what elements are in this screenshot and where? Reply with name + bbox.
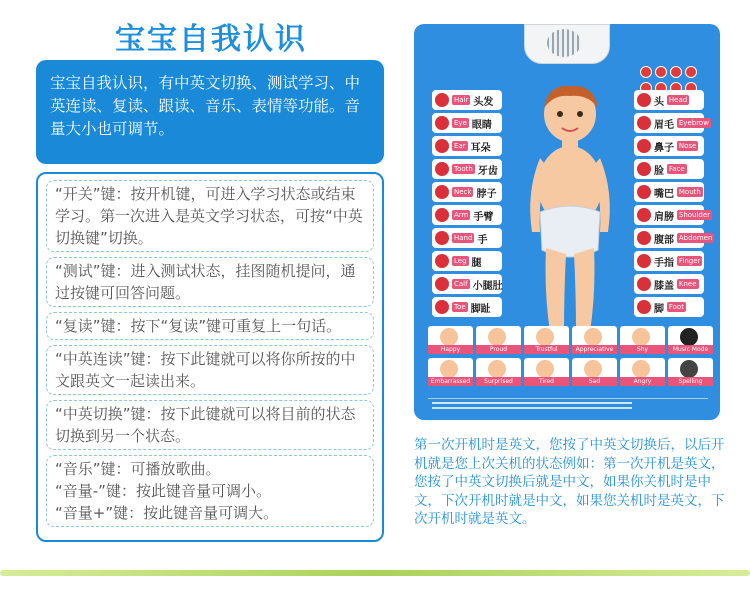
part-button-abdomen[interactable]: 腹部 Abdomen — [634, 228, 704, 248]
emotion-row-2 — [428, 358, 713, 386]
part-button-shoulder[interactable]: 肩膀 Shoulder — [634, 205, 704, 225]
volume-down-key-text: “音量-”键：按此键音量可调小。 — [55, 482, 271, 500]
speaker-icon — [435, 277, 449, 291]
part-button-hair[interactable]: Hair 头发 — [432, 90, 502, 110]
part-button-nose[interactable]: 鼻子 Nose — [634, 136, 704, 156]
face-icon — [536, 328, 554, 346]
speaker-icon — [637, 300, 651, 314]
emotion-button-tired[interactable]: Tired — [524, 358, 569, 386]
speaker-icon — [435, 139, 449, 153]
part-button-knee[interactable]: 膝盖 Knee — [634, 274, 704, 294]
part-button-finger[interactable]: 手指 Finger — [634, 251, 704, 271]
part-button-arm[interactable]: Arm 手臂 — [432, 205, 502, 225]
page-title: 宝宝自我认识 — [115, 22, 307, 57]
part-button-calf[interactable]: Calf 小腿肚 — [432, 274, 502, 294]
part-button-tooth[interactable]: Tooth 牙齿 — [432, 159, 502, 179]
speaker-icon — [637, 185, 651, 199]
repeat-button[interactable] — [670, 66, 682, 78]
music-key-text: “音乐”键：可播放歌曲。 — [55, 460, 221, 478]
power-button[interactable] — [640, 66, 652, 78]
right-body-part-buttons — [634, 90, 713, 317]
key-block-bilingual: “中英连读”键：按下此键就可以将你所按的中文跟英文一起读出来。 — [46, 345, 374, 395]
face-icon — [440, 360, 458, 378]
key-block-music-volume — [46, 455, 374, 527]
emotion-button-appreciative[interactable]: Appreciative — [572, 326, 617, 354]
music-button[interactable] — [685, 66, 697, 78]
speaker-icon — [637, 277, 651, 291]
speaker-icon — [435, 231, 449, 245]
speaker-icon — [435, 300, 449, 314]
part-button-hand[interactable]: Hand 手 — [432, 228, 502, 248]
wall-chart-device — [414, 24, 720, 420]
baby-illustration — [518, 82, 622, 344]
face-icon — [440, 328, 458, 346]
fine-print-strip — [428, 398, 708, 416]
part-button-head[interactable]: 头 Head — [634, 90, 704, 110]
speaker-icon — [637, 93, 651, 107]
face-icon — [632, 328, 650, 346]
emotion-button-trustful[interactable]: Trustful — [524, 326, 569, 354]
key-block-repeat: “复读”键：按下“复读”键可重复上一句话。 — [46, 312, 374, 340]
language-description: 第一次开机时是英文，您按了中英文切换后，以后开机就是您上次关机的状态例如：第一次开机是英文，您按了中英文切换后就是中文，如果你关机时是中文，下次开机时就是中文，如果您关机时是英文，下次开机时就是英文。 — [414, 437, 725, 527]
speaker — [524, 24, 610, 64]
part-button-ear[interactable]: Ear 耳朵 — [432, 136, 502, 156]
test-button[interactable] — [655, 66, 667, 78]
emotion-button-shy[interactable]: Shy — [620, 326, 665, 354]
speaker-icon — [435, 208, 449, 222]
left-body-part-buttons — [432, 90, 502, 317]
speaker-icon — [637, 208, 651, 222]
microphone-icon — [680, 360, 698, 378]
speaker-icon — [435, 254, 449, 268]
emotion-row-1 — [428, 326, 713, 354]
part-button-mouth[interactable]: 嘴巴 Mouth — [634, 182, 704, 202]
music-icon — [680, 328, 698, 346]
face-icon — [488, 328, 506, 346]
speaker-icon — [637, 116, 651, 130]
music-mode-button[interactable]: Music Mode — [668, 326, 713, 354]
face-icon — [584, 360, 602, 378]
part-button-eyebrow[interactable]: 眉毛 Eyebrow — [634, 113, 704, 133]
key-block-switch: “中英切换”键：按下此键就可以将目前的状态切换到另一个状态。 — [46, 400, 374, 450]
spelling-button[interactable]: Spelling — [668, 358, 713, 386]
part-button-neck[interactable]: Neck 脖子 — [432, 182, 502, 202]
grass-divider — [0, 570, 750, 576]
speaker-icon — [637, 162, 651, 176]
emotion-button-embarrassed[interactable]: Embarrassed — [428, 358, 473, 386]
face-icon — [536, 360, 554, 378]
key-block-power: “开关”键：按开机键，可进入学习状态或结束学习。第一次进入是英文学习状态，可按“中英切换键”切换。 — [46, 180, 374, 252]
speaker-icon — [435, 185, 449, 199]
face-icon — [584, 328, 602, 346]
part-button-toe[interactable]: Toe 脚趾 — [432, 297, 502, 317]
speaker-icon — [637, 254, 651, 268]
emotion-button-proud[interactable]: Proud — [476, 326, 521, 354]
emotion-button-happy[interactable]: Happy — [428, 326, 473, 354]
part-button-leg[interactable]: Leg 腿 — [432, 251, 502, 271]
intro-panel: 宝宝自我认识，有中英文切换、测试学习、中英连读、复读、跟读、音乐、表情等功能。音量大小也可调节。 — [36, 60, 384, 164]
face-icon — [632, 360, 650, 378]
speaker-icon — [435, 116, 449, 130]
control-buttons-row-1 — [640, 66, 697, 78]
emotion-button-surprised[interactable]: Surprised — [476, 358, 521, 386]
speaker-icon — [637, 139, 651, 153]
part-button-eye[interactable]: Eye 眼睛 — [432, 113, 502, 133]
key-block-test: “测试”键：进入测试状态，挂图随机提问，通过按键可回答问题。 — [46, 257, 374, 307]
speaker-icon — [637, 231, 651, 245]
key-instructions-panel — [36, 172, 384, 542]
speaker-grill-icon — [547, 29, 581, 57]
speaker-icon — [435, 162, 449, 176]
emotion-button-angry[interactable]: Angry — [620, 358, 665, 386]
part-button-face[interactable]: 脸 Face — [634, 159, 704, 179]
face-icon — [488, 360, 506, 378]
volume-up-key-text: “音量+”键：按此键音量可调大。 — [55, 504, 279, 522]
part-button-foot[interactable]: 脚 Foot — [634, 297, 704, 317]
speaker-icon — [435, 93, 449, 107]
emotion-button-sad[interactable]: Sad — [572, 358, 617, 386]
